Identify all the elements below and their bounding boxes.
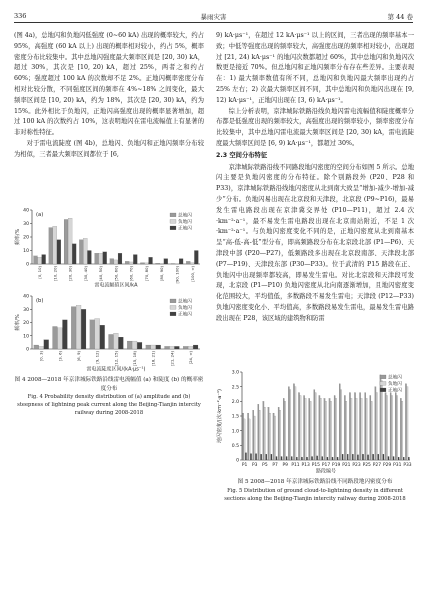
bar (266, 454, 267, 460)
bar (400, 398, 401, 460)
bar (365, 393, 366, 460)
legend-label: 负地闪 (178, 306, 192, 312)
bar (291, 456, 292, 460)
figure-4b (14, 292, 204, 376)
bar (129, 262, 133, 264)
x-tick-label: P11 (291, 463, 300, 468)
bar (344, 395, 345, 460)
bar (271, 454, 272, 460)
bar (87, 251, 91, 265)
x-tick-label: [90, 100) (174, 266, 180, 284)
x-tick-label: [0, 10) (37, 266, 43, 279)
bar (371, 401, 372, 460)
bar (132, 341, 137, 349)
bar (34, 345, 39, 349)
bar (114, 333, 119, 349)
bar (49, 228, 53, 264)
bar (390, 393, 391, 460)
bar (317, 456, 318, 460)
x-tick-label: [40, 50) (98, 266, 104, 282)
bar (103, 252, 107, 264)
bar (174, 346, 179, 349)
figure-4a (14, 206, 204, 292)
bar (383, 454, 384, 460)
legend-label: 正地闪 (178, 226, 192, 232)
x-axis-title: 路段编号 (315, 468, 337, 474)
y-axis-title: 地闪密度/(次·km⁻²·a⁻¹) (217, 389, 223, 443)
section-heading: 2.3 空间分布特征 (216, 151, 268, 159)
legend-swatch (380, 382, 386, 386)
bar (149, 257, 153, 264)
legend-swatch (170, 312, 176, 316)
legend-label: 总地闪 (178, 213, 192, 219)
bar (186, 261, 190, 264)
bar (276, 456, 277, 460)
panel-label: (a) (36, 212, 44, 218)
bar (179, 259, 183, 264)
bar (242, 413, 243, 460)
bar (281, 456, 282, 460)
bar (386, 395, 387, 460)
bar (95, 253, 99, 264)
legend-swatch (170, 299, 176, 303)
figure-4-caption-cn: 图 4 2008—2018 年京津城际铁路沿线雷电流幅值 (a) 和陡度 (b) 的概率密度分布 (14, 377, 204, 392)
x-tick-label: [30, 40) (82, 266, 88, 282)
bar (293, 384, 294, 460)
x-tick-label: [15, 18) (132, 351, 138, 367)
x-tick-label: P3 (252, 463, 258, 468)
bar (354, 393, 355, 460)
bar (278, 407, 279, 460)
bar (327, 457, 328, 460)
bar (62, 320, 67, 349)
bar (57, 240, 61, 264)
bar (397, 395, 398, 460)
bar (258, 404, 259, 460)
x-tick-label: [80, 90) (159, 266, 165, 282)
bar (332, 457, 333, 460)
figure-5 (216, 367, 414, 503)
x-tick-label: [100, ∞) (189, 266, 195, 282)
bar (100, 325, 105, 349)
bar (268, 407, 269, 460)
bar (391, 395, 392, 460)
bar (373, 454, 374, 460)
x-tick-label: [70, 80) (143, 266, 149, 282)
bar (71, 307, 76, 349)
bar (334, 395, 335, 460)
bar (137, 342, 142, 349)
bar (309, 398, 310, 460)
x-tick-label: [6, 9) (76, 351, 82, 362)
bar (190, 263, 194, 264)
bar (99, 253, 103, 264)
bar (378, 454, 379, 460)
bar (303, 395, 304, 460)
left-column (14, 31, 204, 161)
bar (325, 401, 326, 460)
x-tick-label: P29 (382, 463, 392, 468)
x-tick-label: [10, 20) (52, 266, 58, 282)
bar (376, 393, 377, 460)
legend-label: 负地闪 (388, 382, 402, 388)
legend-swatch (380, 388, 386, 392)
bar (127, 341, 132, 349)
bar (193, 345, 198, 349)
bar (42, 255, 46, 264)
bar (274, 416, 275, 460)
legend-label: 总地闪 (178, 299, 192, 305)
legend-label: 负地闪 (178, 220, 192, 226)
x-tick-label: P21 (342, 463, 351, 468)
bar (118, 253, 122, 264)
chart-amplitude (14, 206, 204, 288)
volume-label: 第 44 卷 (387, 13, 413, 21)
bar (72, 244, 76, 264)
x-tick-label: [21, 24) (169, 351, 175, 367)
bar (375, 387, 376, 460)
y-tick-label: 20 (23, 321, 29, 327)
bar (347, 454, 348, 460)
bar (320, 398, 321, 460)
bar (79, 240, 83, 264)
paragraph: (图 4a)，总地闪和负地闪低强度 (0~60 kA) 出现的概率较大，约占 95%，高强度 (60 kA 以上) 出现的概率相对较小，约占 5%，概率密度分布比较集中。其中总地闪强度最大频率区间是 [20, 30) kA，超过 30%，其次是 [10, 20) kA，超过 25%，两者之和约占 60%；强度超过 100 kA 的次数却不足 2%。正地闪概率密度分布相对比较分散，不同强度区间的频率在 4%~18% 之间变化，最大频率区间是 [10, 20) kA，约为 18%，其次是 [20, 30) kA，约为 15%。此外相比于负地闪，正地闪高强度出现的概率显著增加，超过 100 kA 的次数约占 10%，这表明地闪在雷电流幅值上有显著的非对称性特征。 (14, 32, 204, 137)
bar (285, 401, 286, 460)
bar (188, 346, 193, 349)
paragraph: 9) kA·μs⁻¹，在超过 12 kA·μs⁻¹ 以上的区间，三者出现的频率基本一致；中低等强度出现的频率较大，高强度出现的频率相对较小，出现超过 [21, 24) kA·μs⁻¹ 的地闪次数都超过 60%，其中总地闪和负地闪次数更是接近 70%。但总地闪和正地闪频率分布存在些差异。主要表现在：1) 最大频率数值有所不同，总地闪和负地闪最大频率出现约占 25% 左右；2) 次最大频率区间不同，其中总地闪和负地闪出现在 [9, 12) kA·μs⁻¹，正地闪出现在 [3, 6) kA·μs⁻¹。 (216, 32, 414, 104)
y-tick-label: 1.0 (231, 429, 239, 435)
legend-swatch (170, 306, 176, 310)
bar (352, 454, 353, 460)
bar (183, 346, 188, 349)
legend-swatch (170, 220, 176, 224)
bar (361, 398, 362, 460)
bar (324, 398, 325, 460)
x-tick-label: P23 (352, 463, 361, 468)
x-tick-label: P13 (301, 463, 310, 468)
y-tick-label: 0 (26, 347, 29, 353)
paragraph: 京津城际铁路沿线不同路段地闪密度的空间分布如图 5 所示。总地闪主要是负地闪密度的分布特征。除个别路段外 (P20、P28 和 P33)，京津城际铁路沿线地闪密度从北到南大致呈“增加-减少-增加-减少”分布。负地闪易出现在北京段和天津段，北京段 (P9~P16)，最易发生雷电路段出现在京津冀交界处 (P10—P11)，超过 2.4 次·km⁻²·a⁻¹，最不易发生雷电路段出现在北京南站附近，不足 1 次·km⁻²·a⁻¹。与负地闪密度变化不同的是，正地闪密度从北到南基本呈“高-低-高-低”型分布，即高频路段分布在北京段北部 (P1—P6)、天津段中部 (P20—P27)，低频路段多出现在北京段南部、天津段北部 (P7—P19)、天津段东部 (P30—P33)。位于武清的 P15 路段在正、负地闪中出现频率都较高，即易发生雷电。对比北京段和天津段可发现，北京段 (P1—P10) 负地闪密度从北向南逐渐增加，且地闪密度变化范围较大，平均值低，多数路段不易发生雷电；天津段 (P12—P33) 负地闪密度变化小、平均值高，多数路段易发生雷电，最易发生雷电路段出现在 P28，该区域的建筑物和防雷 (216, 163, 414, 322)
bar (296, 457, 297, 460)
bar (305, 398, 306, 460)
chart-density (216, 367, 414, 474)
bar (171, 263, 175, 264)
x-axis-title: 雷电流陡度区间/(kA·μs⁻¹) (86, 366, 146, 372)
bar (311, 456, 312, 460)
bar (145, 263, 149, 264)
bar (156, 263, 160, 264)
bar (164, 259, 168, 264)
bar (118, 337, 123, 349)
bar (367, 455, 368, 460)
bar (156, 345, 161, 349)
y-tick-label: 40 (23, 208, 29, 214)
bar (44, 340, 49, 349)
bar (362, 454, 363, 460)
bar (370, 395, 371, 460)
bar (114, 260, 118, 264)
bar (64, 219, 68, 264)
bar (346, 401, 347, 460)
bar (380, 375, 381, 460)
legend-label: 总地闪 (388, 375, 402, 381)
x-tick-label: [24, ∞) (188, 351, 194, 365)
bar (295, 387, 296, 460)
bar (310, 401, 311, 460)
legend-swatch (380, 375, 386, 379)
x-tick-label: P1 (241, 463, 248, 468)
y-tick-label: 0 (26, 262, 29, 268)
y-tick-label: 20 (23, 235, 29, 241)
bar (407, 387, 408, 460)
bar (306, 457, 307, 460)
bar (342, 454, 343, 460)
x-tick-label: P7 (272, 463, 278, 468)
paragraph: 综上分析表明，京津城际铁路沿线负地闪雷电流幅值和陡度概率分布都是低强度出现的频率较大，高强度出现的频率较小，频率密度分布比较集中，其中总地闪雷电流最大频率区间是 [20, 30) kA，雷电流陡度最大频率区间是 [6, 9) kA·μs⁻¹，都超过 30%。 (216, 107, 414, 147)
x-tick-label: P33 (403, 463, 412, 468)
bar (109, 334, 114, 349)
panel-label: (b) (36, 298, 44, 304)
figure-4-caption-en: Fig. 4 Probability density distribution of (a) amplitude and (b) steepness of lightning peak current along the Beijing-Tianjin intercity railway during 2008-2018 (17, 394, 201, 416)
bar (366, 398, 367, 460)
journal-name: 暴雨灾害 (200, 13, 227, 21)
bar (261, 454, 262, 460)
y-tick-label: 30 (23, 222, 29, 228)
bar (405, 384, 406, 460)
legend-label: 正地闪 (388, 388, 402, 394)
x-tick-label: [0, 3) (38, 351, 44, 362)
bar (402, 401, 403, 460)
y-tick-label: 2.5 (231, 385, 239, 391)
x-tick-label: P25 (362, 463, 371, 468)
bar (140, 263, 144, 264)
bar (83, 238, 87, 264)
x-tick-label: [50, 60) (113, 266, 119, 282)
figure-5-caption-en: Fig. 5 Distribution of ground cloud-to-lightning density in different sections along the Beijing-Tianjin intercity railway during 2008-2018 (224, 487, 406, 502)
bar (393, 456, 394, 460)
bar (286, 456, 287, 460)
x-axis-title: 雷电流幅值区间/kA (94, 282, 138, 288)
bar (269, 413, 270, 460)
x-tick-label: P17 (321, 463, 331, 468)
bar (39, 346, 44, 349)
bar (34, 256, 38, 264)
x-tick-label: [9, 12) (94, 351, 100, 364)
bar (408, 457, 409, 460)
bar (395, 393, 396, 460)
bar (165, 346, 170, 349)
x-tick-label: P5 (262, 463, 268, 468)
header-rule (14, 22, 413, 23)
bar (259, 410, 260, 460)
legend-swatch (170, 213, 176, 217)
bar (341, 390, 342, 460)
paragraph: 对于雷电流陡度 (图 4b)，总地闪、负地闪和正地闪频率分布较为相似，三者最大频率区间都位于 [6, (14, 139, 204, 158)
bar (264, 407, 265, 460)
legend-swatch (170, 226, 176, 230)
y-axis-title: 频率/% (15, 228, 21, 246)
bar (398, 457, 399, 460)
bar (245, 453, 246, 460)
bar (330, 401, 331, 460)
bar (381, 381, 382, 460)
figure-4 (14, 206, 204, 417)
x-tick-label: [60, 70) (128, 266, 134, 282)
bar (263, 401, 264, 460)
bar (283, 398, 284, 460)
bar (388, 456, 389, 460)
bar (160, 263, 164, 264)
y-tick-label: 10 (23, 249, 29, 255)
bar (90, 320, 95, 349)
bar (359, 393, 360, 460)
x-tick-label: P27 (372, 463, 382, 468)
bar (254, 416, 255, 460)
bar (356, 398, 357, 460)
bar (110, 259, 114, 264)
bar (125, 261, 129, 264)
bar (247, 413, 248, 460)
figure-5-caption-cn: 图 5 2008—2018 年京津城际铁路沿线不同路段地闪密度分布 (237, 479, 393, 485)
bar (351, 398, 352, 460)
y-tick-label: 0.5 (231, 443, 239, 449)
bar (194, 251, 198, 265)
bar (339, 384, 340, 460)
bar (170, 346, 175, 349)
y-tick-label: 2.0 (231, 399, 239, 405)
bar (319, 395, 320, 460)
bar (300, 395, 301, 460)
bar (322, 456, 323, 460)
bar (68, 218, 72, 264)
bar (288, 387, 289, 460)
x-tick-label: P31 (393, 463, 402, 468)
bar (385, 393, 386, 460)
x-tick-label: [20, 30) (67, 266, 73, 282)
bar (301, 457, 302, 460)
bar (38, 257, 42, 264)
y-tick-label: 0 (236, 458, 239, 464)
x-tick-label: [12, 15) (113, 351, 119, 367)
y-tick-label: 3.0 (231, 370, 239, 376)
bar (357, 455, 358, 460)
bar (95, 319, 100, 349)
x-tick-label: P19 (332, 463, 341, 468)
x-tick-label: [18, 21) (150, 351, 156, 367)
bar (337, 457, 338, 460)
bar (403, 457, 404, 460)
chart-steepness (14, 292, 204, 372)
bar (58, 328, 63, 349)
y-tick-label: 10 (23, 334, 29, 340)
bar (273, 413, 274, 460)
bar (279, 410, 280, 460)
page-number: 336 (14, 12, 27, 20)
bar (315, 393, 316, 460)
bar (146, 345, 151, 349)
y-tick-label: 30 (23, 307, 29, 313)
bar (249, 419, 250, 460)
right-column (216, 31, 414, 325)
bar (314, 390, 315, 460)
bar (76, 305, 81, 349)
bar (335, 398, 336, 460)
bar (53, 226, 57, 264)
bar (151, 345, 156, 349)
x-tick-label: P15 (311, 463, 320, 468)
bar (329, 398, 330, 460)
bar (298, 393, 299, 460)
x-tick-label: P9 (282, 463, 288, 468)
bar (244, 419, 245, 460)
bar (53, 326, 58, 349)
bar (253, 410, 254, 460)
bar (290, 390, 291, 460)
bar (133, 255, 137, 264)
y-tick-label: 1.5 (231, 414, 239, 420)
y-axis-title: 频率/% (15, 314, 21, 331)
bar (255, 454, 256, 460)
x-tick-label: [3, 6) (57, 351, 63, 362)
y-tick-label: 40 (23, 294, 29, 300)
bar (81, 309, 86, 349)
legend-label: 正地闪 (178, 312, 192, 318)
bar (349, 393, 350, 460)
bar (250, 454, 251, 460)
